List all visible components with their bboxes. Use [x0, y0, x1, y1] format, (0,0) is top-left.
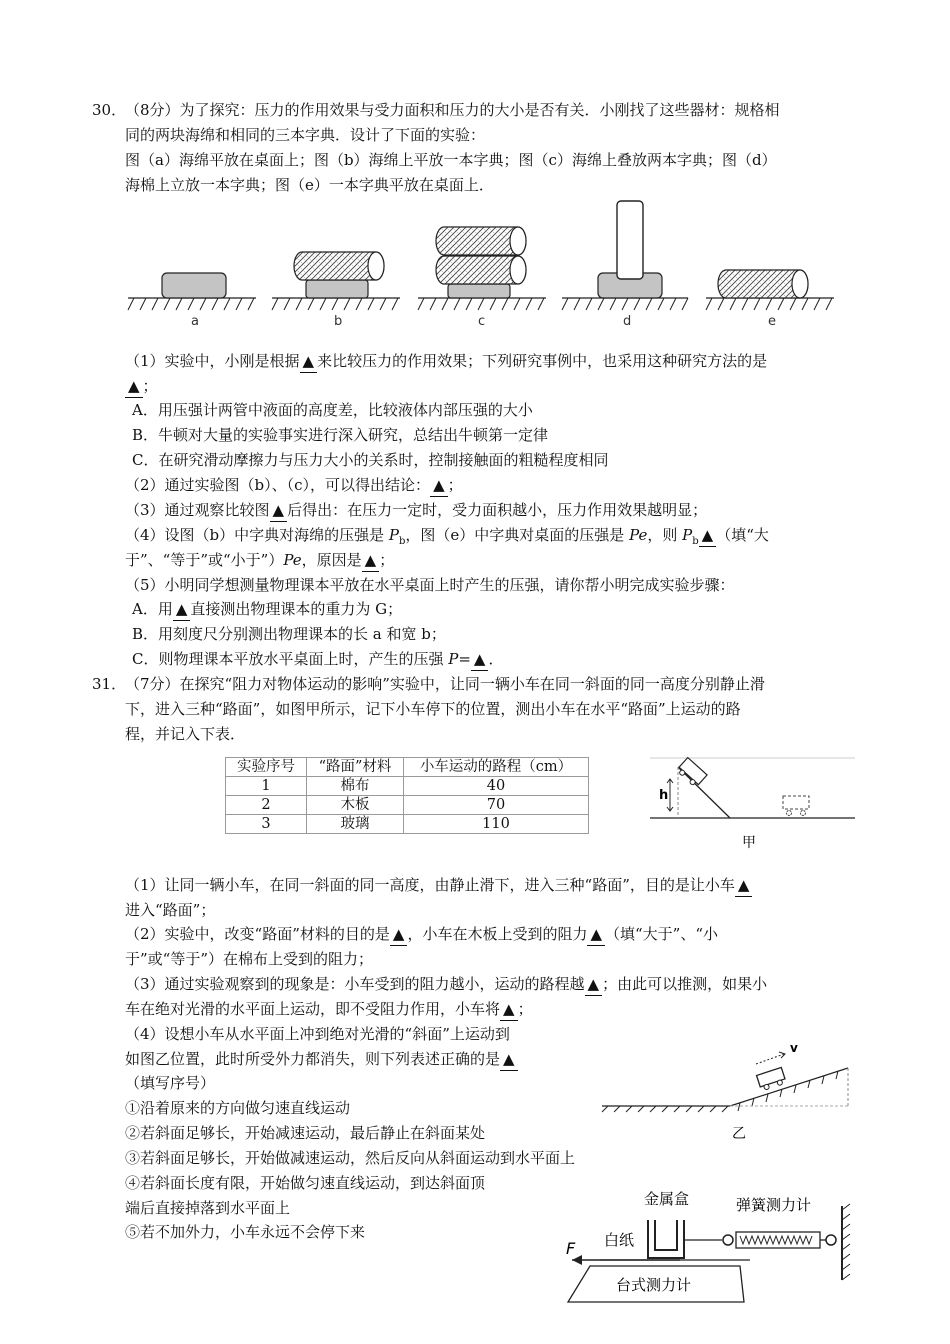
answer-blank[interactable]: ▲ [500, 1048, 518, 1071]
q30-step-a: A．用 ▲ 直接测出物理课本的重力为 G； [132, 598, 402, 621]
q30-intro-line-3: 图（a）海绵平放在桌面上；图（b）海绵上平放一本字典；图（c）海绵上叠放两本字典；图（d） [125, 151, 777, 169]
fig-label-b: b [334, 314, 343, 329]
q30-part5: （5）小明同学想测量物理课本平放在水平桌面上时产生的压强，请你帮小明完成实验步骤： [125, 576, 735, 594]
q31-option-4-line-1: ④若斜面长度有限，开始做匀速直线运动，到达斜面顶 [125, 1174, 486, 1192]
q31-option-4-line-2: 端后直接掉落到水平面上 [125, 1199, 291, 1217]
answer-blank[interactable]: ▲ [585, 973, 603, 996]
q31-part3-line-1: （3）通过实验观察到的现象是：小车受到的阻力越小，运动的路程越 ▲ ；由此可以推测，如果小 [125, 973, 767, 996]
q31-part1-line-1: （1）让同一辆小车，在同一斜面的同一高度，由静止滑下，进入三种“路面”，目的是让小车 ▲ [125, 874, 752, 897]
answer-blank[interactable]: ▲ [587, 923, 605, 946]
q31-option-2: ②若斜面足够长，开始减速运动，最后静止在斜面某处 [125, 1124, 486, 1142]
figure-force-meter [560, 1180, 860, 1310]
fig-label-c: c [478, 314, 486, 329]
table-cell: 110 [404, 815, 589, 834]
spring-meter-label: 弹簧测力计 [736, 1196, 812, 1214]
figure-jia-caption: 甲 [742, 835, 756, 851]
q31-intro-line-2: 下，进入三种“路面”，如图甲所示，记下小车停下的位置，测出小车在水平“路面”上运动的路 [125, 700, 741, 718]
answer-blank[interactable]: ▲ [125, 375, 143, 398]
q30-number: 30． [92, 101, 127, 119]
fig-label-a: a [191, 314, 199, 329]
table-cell: 3 [226, 815, 307, 834]
q31-part3-line-2: 车在绝对光滑的水平面上运动，即不受阻力作用，小车将 ▲ ； [125, 998, 533, 1021]
figure-yi-caption: 乙 [732, 1126, 746, 1142]
q31-option-3: ③若斜面足够长，开始做减速运动，然后反向从斜面运动到水平面上 [125, 1149, 576, 1167]
results-table [225, 757, 589, 834]
table-row [226, 815, 589, 834]
figure-jia-incline [650, 755, 860, 855]
q30-step-b: B．用刻度尺分别测出物理课本的长 a 和宽 b； [132, 625, 446, 643]
q30-intro-line-2: 同的两块海绵和相同的三本字典．设计了下面的实验： [125, 126, 486, 144]
table-header: 小车运动的路程（cm） [404, 758, 589, 777]
q30-part4-line-2: 于”、“等于”或“小于”）Pe，原因是 ▲ ； [125, 549, 394, 572]
q31-part2-line-1: （2）实验中，改变“路面”材料的目的是 ▲ ，小车在木板上受到的阻力 ▲ （填“大于”、“小 [125, 923, 718, 946]
table-cell: 棉布 [307, 777, 404, 796]
height-label: h [659, 788, 669, 803]
metal-box-label: 金属盒 [644, 1190, 690, 1208]
q31-part4-line-2: 如图乙位置，此时所受外力都消失，则下列表述正确的是 ▲ [125, 1048, 518, 1071]
q30-intro-line-4: 海棉上立放一本字典；图（e）一本字典平放在桌面上． [125, 176, 494, 194]
table-cell: 2 [226, 796, 307, 815]
white-paper-label: 白纸 [604, 1231, 635, 1249]
fig-label-d: d [623, 314, 632, 329]
table-header: “路面”材料 [307, 758, 404, 777]
q30-part1-line-2: ▲ ； [125, 375, 158, 398]
answer-blank[interactable]: ▲ [300, 350, 318, 373]
table-row [226, 777, 589, 796]
answer-blank[interactable]: ▲ [362, 549, 380, 572]
q31-option-5: ⑤若不加外力，小车永远不会停下来 [125, 1223, 366, 1241]
q30-step-c: C．则物理课本平放水平桌面上时，产生的压强 P= ▲ ． [132, 648, 503, 671]
velocity-label: v [790, 1041, 798, 1055]
table-cell: 1 [226, 777, 307, 796]
q30-part4-line-1: （4）设图（b）中字典对海绵的压强是 $P_b$，图（e）中字典对桌面的压强是 Pe，则 $P_b$ ▲ （填“大 [125, 526, 769, 547]
q31-part4-line-1: （4）设想小车从水平面上冲到绝对光滑的“斜面”上运动到 [125, 1025, 510, 1043]
answer-blank[interactable]: ▲ [471, 648, 489, 671]
q31-part2-line-2: 于”或“等于”）在棉布上受到的阻力； [125, 950, 374, 968]
q30-intro-line-1: （8分）为了探究：压力的作用效果与受力面积和压力的大小是否有关．小刚找了这些器材：规格相 [125, 101, 780, 119]
q31-number: 31． [92, 675, 127, 693]
force-F-label: F [566, 1239, 576, 1258]
table-row [226, 796, 589, 815]
answer-blank[interactable]: ▲ [699, 524, 717, 547]
q30-figure-sponges [120, 195, 840, 335]
q31-option-1: ①沿着原来的方向做匀速直线运动 [125, 1099, 351, 1117]
answer-blank[interactable]: ▲ [735, 874, 753, 897]
q30-option-c: C．在研究滑动摩擦力与压力大小的关系时，控制接触面的粗糙程度相同 [132, 451, 609, 469]
q30-option-a: A．用压强计两管中液面的高度差，比较液体内部压强的大小 [132, 401, 533, 419]
answer-blank[interactable]: ▲ [173, 598, 191, 621]
table-cell: 70 [404, 796, 589, 815]
table-cell: 40 [404, 777, 589, 796]
answer-blank[interactable]: ▲ [500, 998, 518, 1021]
q30-option-b: B．牛顿对大量的实验事实进行深入研究，总结出牛顿第一定律 [132, 426, 549, 444]
q31-intro-line-1: （7分）在探究“阻力对物体运动的影响”实验中，让同一辆小车在同一斜面的同一高度分别静止滑 [125, 675, 765, 693]
fig-label-e: e [768, 314, 776, 329]
answer-blank[interactable]: ▲ [430, 474, 448, 497]
q30-part1-line-1: （1）实验中，小刚是根据 ▲ 来比较压力的作用效果；下列研究事例中，也采用这种研究方法的是 [125, 350, 767, 373]
answer-blank[interactable]: ▲ [270, 499, 288, 522]
q31-part4-line-3: （填写序号） [125, 1074, 216, 1092]
table-cell: 玻璃 [307, 815, 404, 834]
table-cell: 木板 [307, 796, 404, 815]
q30-part2: （2）通过实验图（b）、（c），可以得出结论： ▲ ； [125, 474, 463, 497]
table-header-row [226, 758, 589, 777]
q31-intro-line-3: 程，并记入下表． [125, 725, 246, 743]
q31-part1-line-2: 进入“路面”； [125, 901, 216, 919]
q30-part3: （3）通过观察比较图 ▲ 后得出：在压力一定时，受力面积越小，压力作用效果越明显； [125, 499, 707, 522]
platform-scale-label: 台式测力计 [616, 1276, 692, 1294]
table-header: 实验序号 [226, 758, 307, 777]
answer-blank[interactable]: ▲ [390, 923, 408, 946]
figure-yi-slope [598, 1040, 858, 1145]
